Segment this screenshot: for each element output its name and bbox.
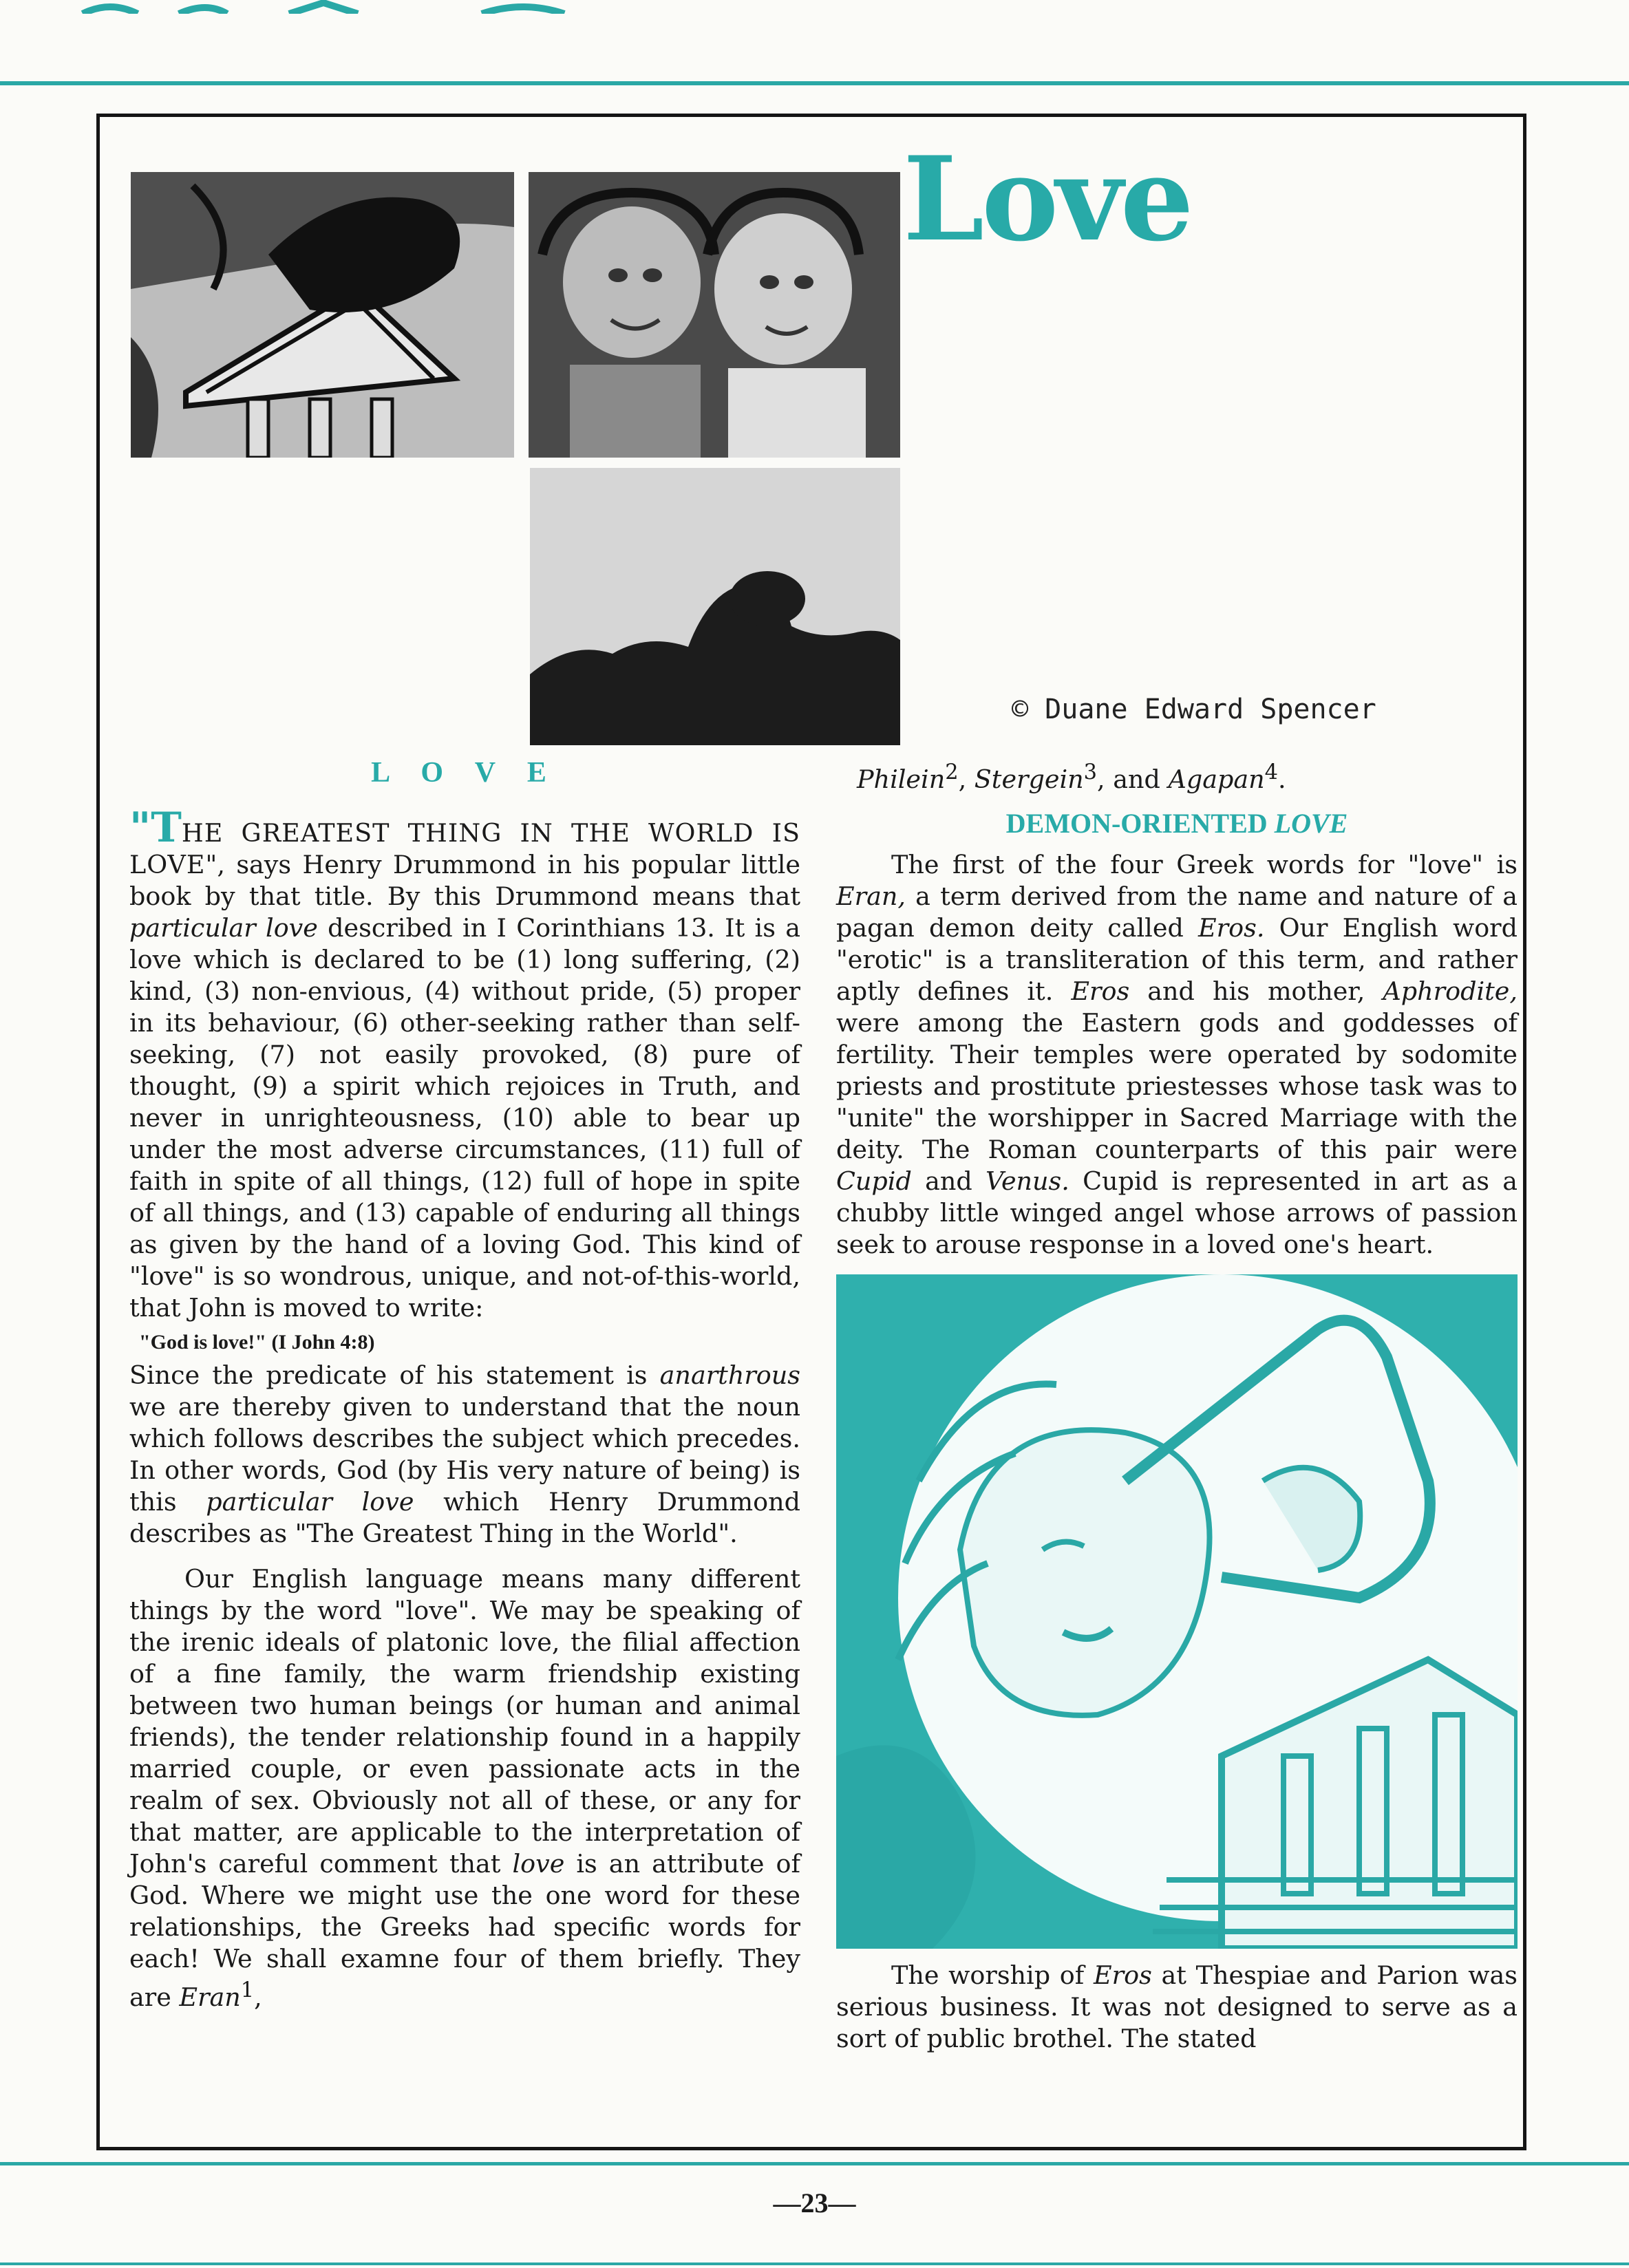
page-number: —23—	[773, 2187, 856, 2218]
eros-paragraph: The first of the four Greek words for "love" is Eran, a term derived from the name and nature of a pagan demon deity called Eros. Our English word "erotic" is a transliteration of this term, and rather aptly defines it. Eros and his mother, Aphrodite, were among the Eastern gods and goddesses of fertility. Their temples were operated by sodomite priests and prostitute priestesses whose task was to "unite" the worshipper in Sacred Marriage with the deity. The Roman counterparts of this pair were Cupid and Venus. Cupid is represented in art as a chubby little winged angel whose arrows of passion seek to arouse response in a loved one's heart.	[836, 850, 1518, 1260]
temple-illustration-photo	[131, 172, 514, 458]
page-title: Love	[903, 131, 1191, 267]
anarthrous-paragraph: Since the predicate of his statement is anarthrous we are thereby given to understand that the noun which follows describes the subject which precedes. In other words, God (by His very nature of being) is this particular love which Henry Drummond describes as "The Greatest Thing in the World".	[129, 1360, 800, 1548]
author-credit: © Duane Edward Spencer	[1012, 694, 1376, 725]
scripture-quote: "God is love!" (I John 4:8)	[139, 1331, 375, 1354]
english-language-paragraph: Our English language means many different things by the word "love". We may be speaking of the irenic ideals of platonic love, the filial affection of a fine family, the warm friendship existing between two human beings (or human and animal friends), the tender relationship found in a happily married couple, or even passionate acts in the realm of sex. Obviously not all of these, or any for that matter, are applicable to the interpretation of John's careful comment that love is an attribute of God. Where we might use the one word for these relationships, the Greeks had specific words for each! We shall examne four of them briefly. They are Eran$^1$,	[129, 1564, 800, 2013]
bottom-rule	[0, 2162, 1629, 2165]
greek-words-line: Philein$^2$, Stergein$^3$, and Agapan$^4$.	[857, 760, 1286, 795]
top-rule	[0, 81, 1629, 85]
eros-illustration	[836, 1274, 1518, 1949]
drop-cap: "T	[129, 804, 182, 852]
right-column	[836, 757, 1518, 2055]
intro-smallcaps: HE GREATEST THING IN THE WORLD IS LOVE	[129, 818, 800, 879]
love-section-heading: L O V E	[371, 757, 559, 789]
intro-paragraph: "THE GREATEST THING IN THE WORLD IS LOVE", says Henry Drummond in his popular little book by that title. By this Drummond means that particular love described in I Corinthians 13. It is a love which is declared to be (1) long suffering, (2) kind, (3) non-envious, (4) without pride, (5) proper in its behaviour, (6) other-seeking rather than self-seeking, (7) not easily provoked, (8) pure of thought, (9) a spirit which rejoices in Truth, and never in unrighteousness, (10) able to bear up under the most adverse circumstances, (11) full of faith in spite of all things, (12) full of hope in spite of all things, and (13) capable of enduring all things as given by the hand of a loving God. This kind of "love" is so wondrous, unique, and not-of-this-world, that John is moved to write:	[129, 804, 800, 1323]
thespiae-paragraph: The worship of Eros at Thespiae and Parion was serious business. It was not designed to serve as a sort of public brothel. The stated	[836, 1960, 1518, 2054]
children-photo	[529, 172, 900, 458]
footer-rule	[0, 2262, 1629, 2265]
top-decorative-strip	[0, 0, 1629, 14]
left-column	[129, 757, 800, 2013]
silhouette-photo	[530, 468, 900, 745]
demon-oriented-heading: DEMON-ORIENTED LOVE	[1005, 808, 1348, 839]
